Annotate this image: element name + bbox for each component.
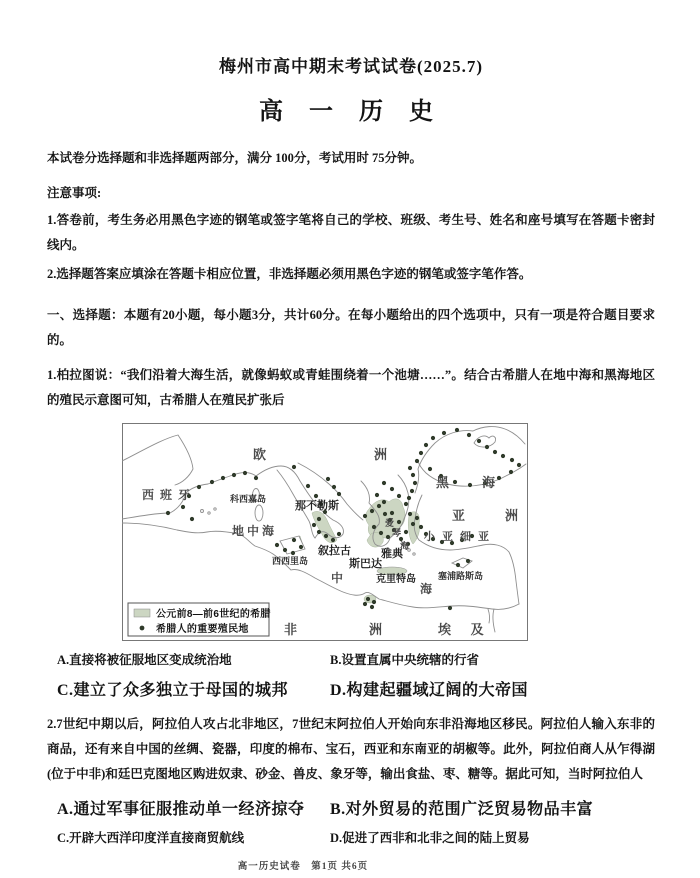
colony-dot: [254, 476, 258, 480]
colony-dot: [397, 520, 401, 524]
label-asia-2: 洲: [505, 508, 519, 523]
question-2-options-cd: [47, 828, 655, 846]
map-legend: [128, 603, 271, 636]
q2-option-b: B.对外贸易的范围广泛贸易物品丰富: [330, 801, 594, 818]
colony-dot: [332, 485, 336, 489]
label-africa-1: 非: [284, 622, 298, 637]
label-athens: 雅典: [381, 548, 403, 560]
notice-item-1: 1.答卷前，考生务必用黑色字迹的钢笔或签字笔将自己的学校、班级、考生号、姓名和座号填写在答题卡密封线内。: [47, 213, 655, 252]
label-aegean-2: 琴: [392, 528, 402, 538]
colony-dot: [407, 496, 411, 500]
colony-dot: [497, 476, 501, 480]
colony-dot: [370, 605, 374, 609]
colony-dot: [411, 522, 415, 526]
colony-dot: [337, 532, 341, 536]
exam-title: 梅州市高中期末考试试卷(2025.7): [218, 57, 484, 76]
colony-dot: [386, 535, 390, 539]
colony-dot: [517, 463, 521, 467]
label-europe-1: 欧: [253, 447, 267, 462]
colony-dot: [382, 481, 386, 485]
colony-dot: [210, 480, 214, 484]
label-europe-2: 洲: [374, 447, 388, 462]
colony-dot: [221, 476, 225, 480]
colony-dot: [397, 494, 401, 498]
colony-dot: [408, 512, 412, 516]
colony-dot: [317, 530, 321, 534]
question-1-stem: 1.柏拉图说：“我们沿着大海生活，就像蚂蚁或青蛙围绕着一个池塘……”。结合古希腊人在地中海和黑海地区的殖民示意图可知，古希腊人在殖民扩张后: [47, 368, 655, 407]
colony-dot: [383, 512, 387, 516]
colony-dot: [390, 511, 394, 515]
colony-dot: [485, 445, 489, 449]
colony-dot: [306, 484, 310, 488]
question-2-stem: 2.7世纪中期以后，阿拉伯人攻占北非地区，7世纪末阿拉伯人开始向东非沿海地区移民。阿拉伯人输入东非的商品，还有来自中国的丝绸、瓷器，印度的棉布、宝石，西亚和东南亚的胡椒等。此外，阿拉伯商人从乍得湖(位于中非)和廷巴克图地区购进奴隶、砂金、兽皮、象牙等，输出食盐、枣、糖等。据此可知，当时阿拉伯人: [47, 717, 655, 781]
label-cyprus: 塞浦路斯岛: [438, 571, 484, 581]
q1-option-c: C.建立了众多独立于母国的城邦: [57, 682, 289, 699]
colony-dot: [509, 470, 513, 474]
colony-dot: [493, 450, 497, 454]
label-spain: 西班牙: [142, 488, 197, 502]
colony-dot: [411, 473, 415, 477]
colony-dot: [299, 545, 303, 549]
colony-dot: [283, 548, 287, 552]
colony-dot: [390, 487, 394, 491]
colony-dot: [510, 458, 514, 462]
question-2-options-ab: [47, 796, 655, 819]
question-1-options-ab: [47, 650, 655, 668]
colony-dot: [468, 483, 472, 487]
exam-intro: 本试卷分选择题和非选择题两部分，满分 100分，考试用时 75分钟。: [47, 151, 423, 165]
colony-dot: [448, 606, 452, 610]
colony-dot: [442, 431, 446, 435]
colony-dot: [363, 602, 367, 606]
q2-option-c: C.开辟大西洋印度洋直接商贸航线: [57, 831, 245, 845]
colony-dot: [453, 480, 457, 484]
label-aegean-3: 海: [400, 541, 410, 551]
label-aegean-1: 爱: [385, 518, 395, 528]
label-africa-2: 洲: [369, 622, 383, 637]
notice-heading: 注意事项:: [47, 186, 102, 200]
colony-dot: [413, 481, 417, 485]
colony-dot: [372, 600, 376, 604]
q2-option-a: A.通过军事征服推动单一经济掠夺: [57, 801, 305, 818]
label-black-sea-1: 黑: [436, 475, 450, 490]
colony-dot: [243, 471, 247, 475]
colony-dot: [431, 436, 435, 440]
legend-colony-label: 希腊人的重要殖民地: [156, 624, 249, 635]
label-med-mid: 中: [331, 571, 347, 585]
q1-option-b: B.设置直属中央统辖的行省: [330, 653, 479, 667]
colony-dot: [467, 433, 471, 437]
colony-dot: [337, 492, 341, 496]
q1-option-d: D.构建起疆域辽阔的大帝国: [330, 682, 529, 699]
exam-subject-title: 高 一 历 史: [259, 99, 443, 125]
greek-area-swatch-icon: [134, 609, 150, 617]
colony-dot: [419, 451, 423, 455]
q1-option-a: A.直接将被征服地区变成统治地: [57, 653, 232, 667]
colony-dot: [408, 466, 412, 470]
colony-dot: [312, 523, 316, 527]
colony-dot: [419, 525, 423, 529]
colony-dot: [377, 504, 381, 508]
colony-dot: [410, 489, 414, 493]
colony-dot: [424, 443, 428, 447]
colony-dot: [428, 467, 432, 471]
legend-greek-area-label: 公元前8—前6世纪的希腊: [156, 609, 271, 620]
colony-dot: [197, 485, 201, 489]
colony-dot: [415, 459, 419, 463]
colony-dot: [466, 559, 470, 563]
colony-dot: [292, 538, 296, 542]
label-sicily: 西西里岛: [272, 556, 309, 566]
label-corsica: 科西嘉岛: [230, 494, 267, 504]
colony-dot: [372, 525, 376, 529]
label-syracuse: 叙拉古: [318, 545, 351, 557]
label-black-sea-2: 海: [482, 475, 496, 490]
colony-dot: [190, 517, 194, 521]
colony-dot: [477, 439, 481, 443]
colony-dot: [379, 531, 383, 535]
label-mediterranean: 地中海: [232, 524, 278, 538]
colony-dot: [291, 551, 295, 555]
colony-dot: [455, 428, 459, 432]
colony-dot: [366, 597, 370, 601]
colony-dot: [331, 538, 335, 542]
colony-dot: [456, 563, 460, 567]
colony-dot: [501, 454, 505, 458]
colony-dot: [317, 517, 321, 521]
label-asia-1: 亚: [452, 508, 466, 523]
colony-dot: [404, 530, 408, 534]
label-egypt: 埃 及: [438, 622, 492, 637]
colony-dot: [326, 477, 330, 481]
label-asia-minor: 小亚细亚: [424, 531, 496, 543]
colony-dot: [363, 514, 367, 518]
question-1-options-cd: [47, 677, 655, 700]
colony-dot: [415, 516, 419, 520]
notice-item-2: 2.选择题答案应填涂在答题卡相应位置，非选择题必须用黑色字迹的钢笔或签字笔作答。: [47, 267, 532, 281]
colony-dot: [275, 543, 279, 547]
colony-dot: [404, 502, 408, 506]
colony-dot: [382, 500, 386, 504]
colony-dot: [375, 493, 379, 497]
label-naples: 那不勒斯: [295, 500, 339, 512]
colony-dot: [324, 534, 328, 538]
page-footer: 高一历史试卷 第1页 共6页: [237, 862, 369, 872]
label-med-sea: 海: [420, 582, 436, 596]
map-svg: [122, 423, 528, 641]
section-heading: 一、选择题：本题有20小题，每小题3分，共计60分。在每小题给出的四个选项中，只有一项是符合题目要求的。: [47, 308, 655, 347]
colony-dot: [314, 494, 318, 498]
label-sparta: 斯巴达: [349, 558, 382, 570]
colony-dot-icon: [140, 626, 145, 631]
colony-dot: [166, 511, 170, 515]
colony-dot: [292, 465, 296, 469]
q2-option-d: D.促进了西非和北非之间的陆上贸易: [330, 831, 530, 845]
colony-dot: [181, 505, 185, 509]
colony-dot: [232, 473, 236, 477]
greek-colonization-map: [122, 423, 528, 641]
label-crete: 克里特岛: [376, 574, 416, 585]
colony-dot: [370, 509, 374, 513]
